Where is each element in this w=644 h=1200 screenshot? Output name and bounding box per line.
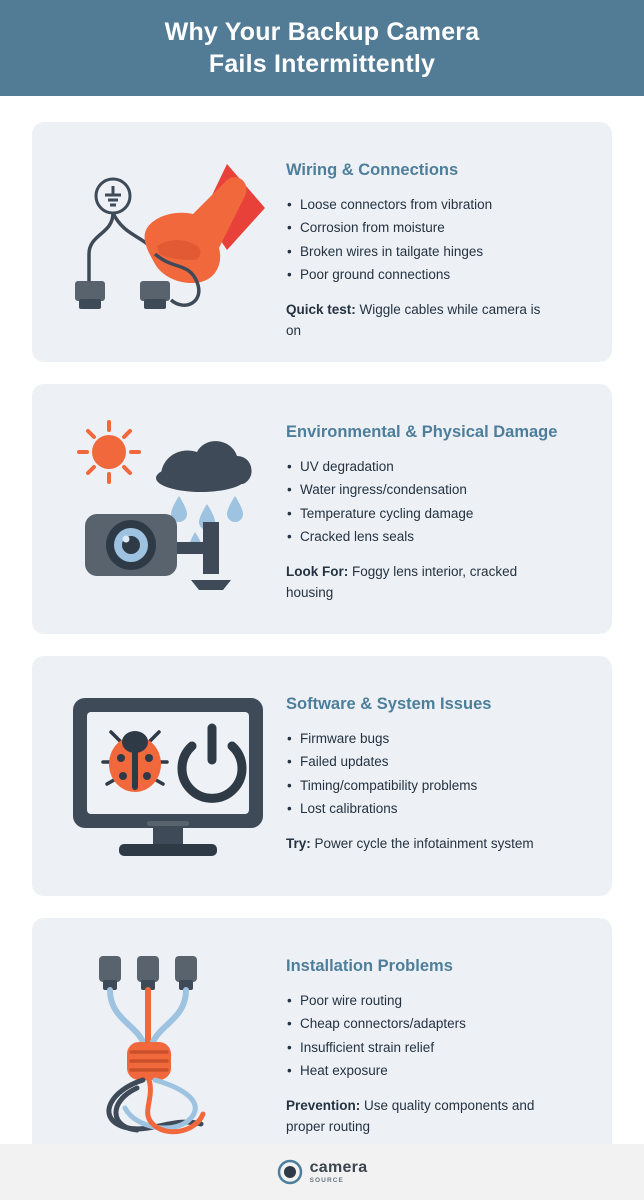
- brand-name: camera: [309, 1158, 368, 1176]
- list-item: • Lost calibrations: [286, 797, 594, 820]
- list-item: • Corrosion from moisture: [286, 216, 594, 239]
- card-note-text: Wiggle cables while camera is on: [286, 301, 541, 338]
- list-item: • UV degradation: [286, 455, 594, 478]
- brand-logo-text: [310, 1160, 368, 1185]
- card-software-issues: [32, 656, 612, 896]
- card-note: [286, 300, 558, 342]
- list-item: • Water ingress/condensation: [286, 478, 594, 501]
- hand-holding-wire-connector-icon: [51, 142, 281, 342]
- card-list: [0, 96, 644, 1168]
- card-illustration: [46, 404, 286, 614]
- card-note-text: Power cycle the infotainment system: [310, 835, 534, 851]
- monitor-bug-power-icon: [51, 676, 281, 876]
- card-illustration: [46, 676, 286, 876]
- card-bullet-list: [286, 727, 594, 820]
- list-item: • Insufficient strain relief: [286, 1036, 594, 1059]
- card-bullet-list: [286, 989, 594, 1082]
- page-title-line1: Why Your Backup Camera: [164, 18, 480, 46]
- camera-lens-icon: [277, 1159, 303, 1185]
- card-content: [286, 142, 594, 342]
- list-item: • Firmware bugs: [286, 727, 594, 750]
- card-bullet-list: [286, 193, 594, 286]
- card-note-label: Quick test:: [286, 301, 356, 317]
- card-title: Software & System Issues: [286, 695, 492, 713]
- list-item: • Failed updates: [286, 750, 594, 773]
- card-note: [286, 562, 558, 604]
- card-bullet-list: [286, 455, 594, 548]
- card-note-text: Foggy lens interior, cracked housing: [286, 563, 518, 600]
- list-item: • Broken wires in tailgate hinges: [286, 240, 594, 263]
- list-item: • Temperature cycling damage: [286, 502, 594, 525]
- card-title: Installation Problems: [286, 957, 453, 975]
- footer-bar: [0, 1144, 644, 1200]
- list-item: • Loose connectors from vibration: [286, 193, 594, 216]
- list-item: • Timing/compatibility problems: [286, 774, 594, 797]
- list-item: • Cracked lens seals: [286, 525, 594, 548]
- card-content: [286, 404, 594, 604]
- sun-rain-cloud-camera-icon: [51, 404, 281, 614]
- card-content: [286, 676, 594, 855]
- card-note-label: Try:: [286, 835, 311, 851]
- list-item: • Poor ground connections: [286, 263, 594, 286]
- card-content: [286, 938, 594, 1138]
- brand-logo: [277, 1159, 368, 1185]
- card-environmental-damage: [32, 384, 612, 634]
- list-item: • Heat exposure: [286, 1059, 594, 1082]
- brand-sub-name: SOURCE: [309, 1176, 344, 1184]
- card-installation-problems: [32, 918, 612, 1168]
- card-title: Wiring & Connections: [286, 161, 459, 179]
- header-banner: [0, 0, 644, 96]
- page-title: [165, 16, 480, 80]
- card-illustration: [46, 938, 286, 1148]
- page-title-line2: Fails Intermittently: [208, 50, 436, 78]
- card-note-text: Use quality components and proper routing: [286, 1097, 535, 1134]
- card-wiring-connections: [32, 122, 612, 362]
- card-note: [286, 1096, 558, 1138]
- card-note: [286, 834, 558, 855]
- list-item: • Poor wire routing: [286, 989, 594, 1012]
- card-note-label: Look For:: [286, 563, 349, 579]
- card-illustration: [46, 142, 286, 342]
- card-note-label: Prevention:: [286, 1097, 361, 1113]
- card-title: Environmental & Physical Damage: [286, 423, 558, 441]
- tangled-cables-icon: [51, 938, 281, 1148]
- list-item: • Cheap connectors/adapters: [286, 1012, 594, 1035]
